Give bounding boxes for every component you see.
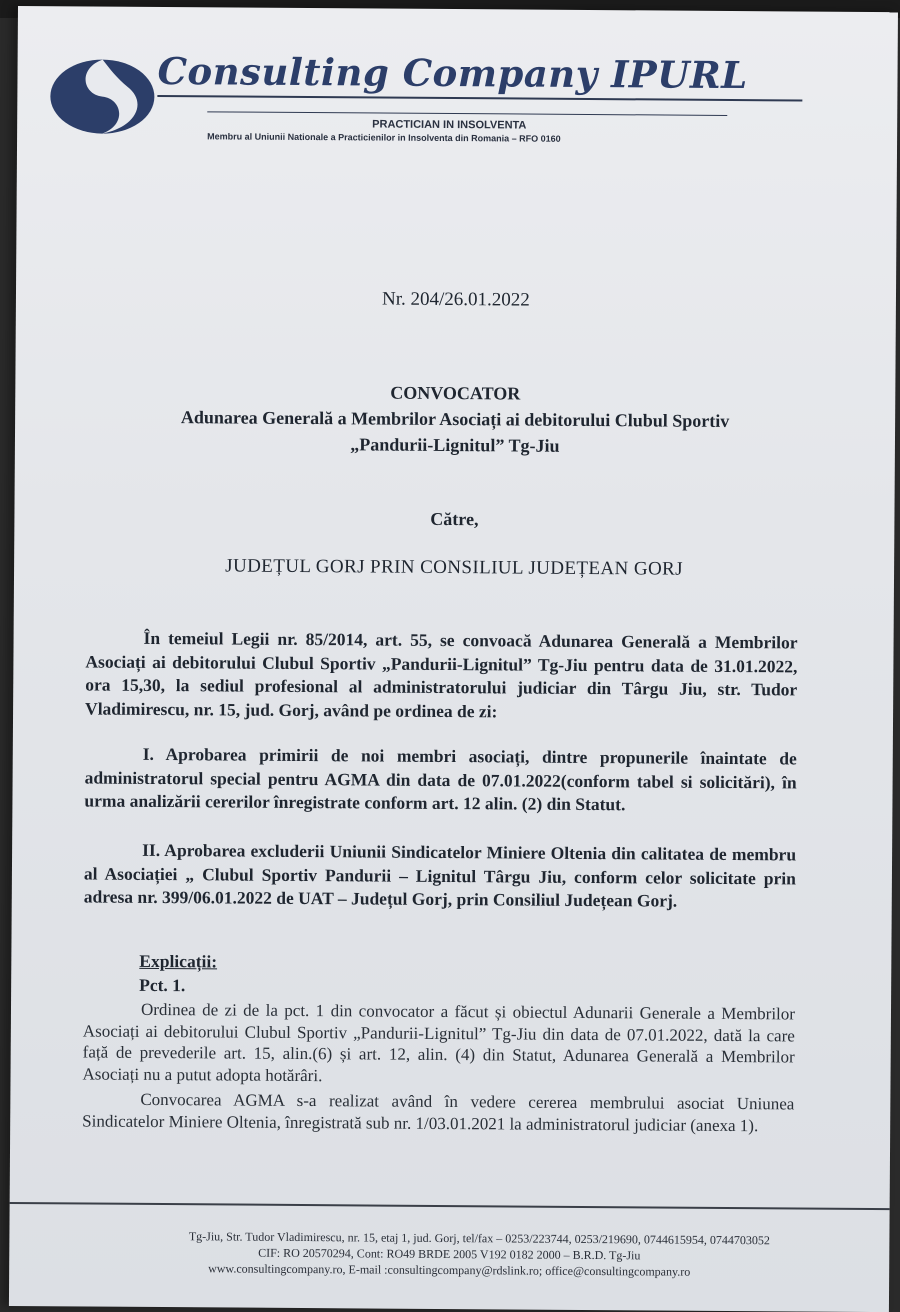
agenda-item-2: II. Aprobarea excluderii Uniunii Sindicatelor Miniere Oltenia din calitatea de membru al Asociației „ Clubul Sportiv Pandurii – Lignitul Târgu Jiu, conform celor solicitate prin adresa nr. 399/06.01.2022 de UAT – Județul Gorj, prin Consiliul Județean Gorj. [83, 839, 797, 911]
header-rule-thin [207, 111, 727, 116]
footer-contact: www.consultingcompany.ro, E-mail :consultingcompany@rdslink.ro; office@consultingcompany.ro [208, 1261, 691, 1279]
explanation-paragraph-1: Ordinea de zi de la pct. 1 din convocator a făcut și obiectul Adunarii Generale a Membrilor Asociați ai debitorului Clubul Sportiv „Pandurii-Lignitul” Tg-Jiu din data de 07.01.2022, dată la care față de prevederile art. 15, alin.(6) și art. 12, alin. (4) din Statut, Adunarea Generală a Membrilor Asociați nu a putut adopta hotărâri. [82, 999, 796, 1085]
agenda-item-1: I. Aprobarea primirii de noi membri asociați, dintre propunerile înaintate de administratorul special pentru AGMA din data de 07.01.2022(conform tabel si solicitări), în urma analizării cererilor înregistrate conform art. 12 alin. (2) din Statut. [84, 743, 797, 815]
point-label: Pct. 1. [139, 974, 186, 996]
footer-fiscal: CIF: RO 20570294, Cont: RO49 BRDE 2005 V192 0182 2000 – B.R.D. Tg-Jiu [258, 1245, 641, 1263]
document-title: CONVOCATOR [390, 382, 521, 404]
document-page [9, 6, 898, 1312]
to-label: Către, [430, 508, 479, 530]
footer-address: Tg-Jiu, Str. Tudor Vladimirescu, nr. 15, etaj 1, jud. Gorj, tel/fax – 0253/223744, 0253/219690, 0744615954, 0744703052 [188, 1229, 770, 1248]
document-subtitle-line-1: Adunarea Generală a Membrilor Asociați ai debitorului Clubul Sportiv [180, 407, 730, 431]
footer-rule [10, 1202, 890, 1210]
explanation-paragraph-2: Convocarea AGMA s-a realizat având în vedere cererea membrului asociat Uniunea Sindicatelor Miniere Oltenia, înregistrată sub nr. 1/03.01.2021 la administratorul judiciar (anexa 1). [82, 1089, 795, 1135]
recipient: JUDEȚUL GORJ PRIN CONSILIUL JUDEȚEAN GORJ [225, 555, 684, 580]
practitioner-subtitle: PRACTICIAN IN INSOLVENTA [372, 118, 527, 132]
company-logo-icon [47, 56, 158, 137]
document-number: Nr. 204/26.01.2022 [381, 288, 530, 311]
company-name: Consulting Company IPURL [157, 48, 748, 98]
intro-paragraph: În temeiul Legii nr. 85/2014, art. 55, se convoacă Adunarea Generală a Membrilor Asociați ai debitorului Clubul Sportiv „Pandurii-Lignitul” Tg-Jiu pentru data de 31.01.2022, ora 15,30, la sediul profesional al administratorului judiciar din Târgu Jiu, str. Tudor Vladimirescu, nr. 15, jud. Gorj, având pe ordinea de zi: [85, 627, 798, 721]
explanations-heading: Explicații: [139, 950, 218, 972]
document-subtitle-line-2: „Pandurii-Lignitul” Tg-Jiu [350, 434, 560, 456]
membership-subtitle: Membru al Uniunii Nationale a Practicienilor in Insolventa din Romania – RFO 0160 [207, 131, 561, 144]
